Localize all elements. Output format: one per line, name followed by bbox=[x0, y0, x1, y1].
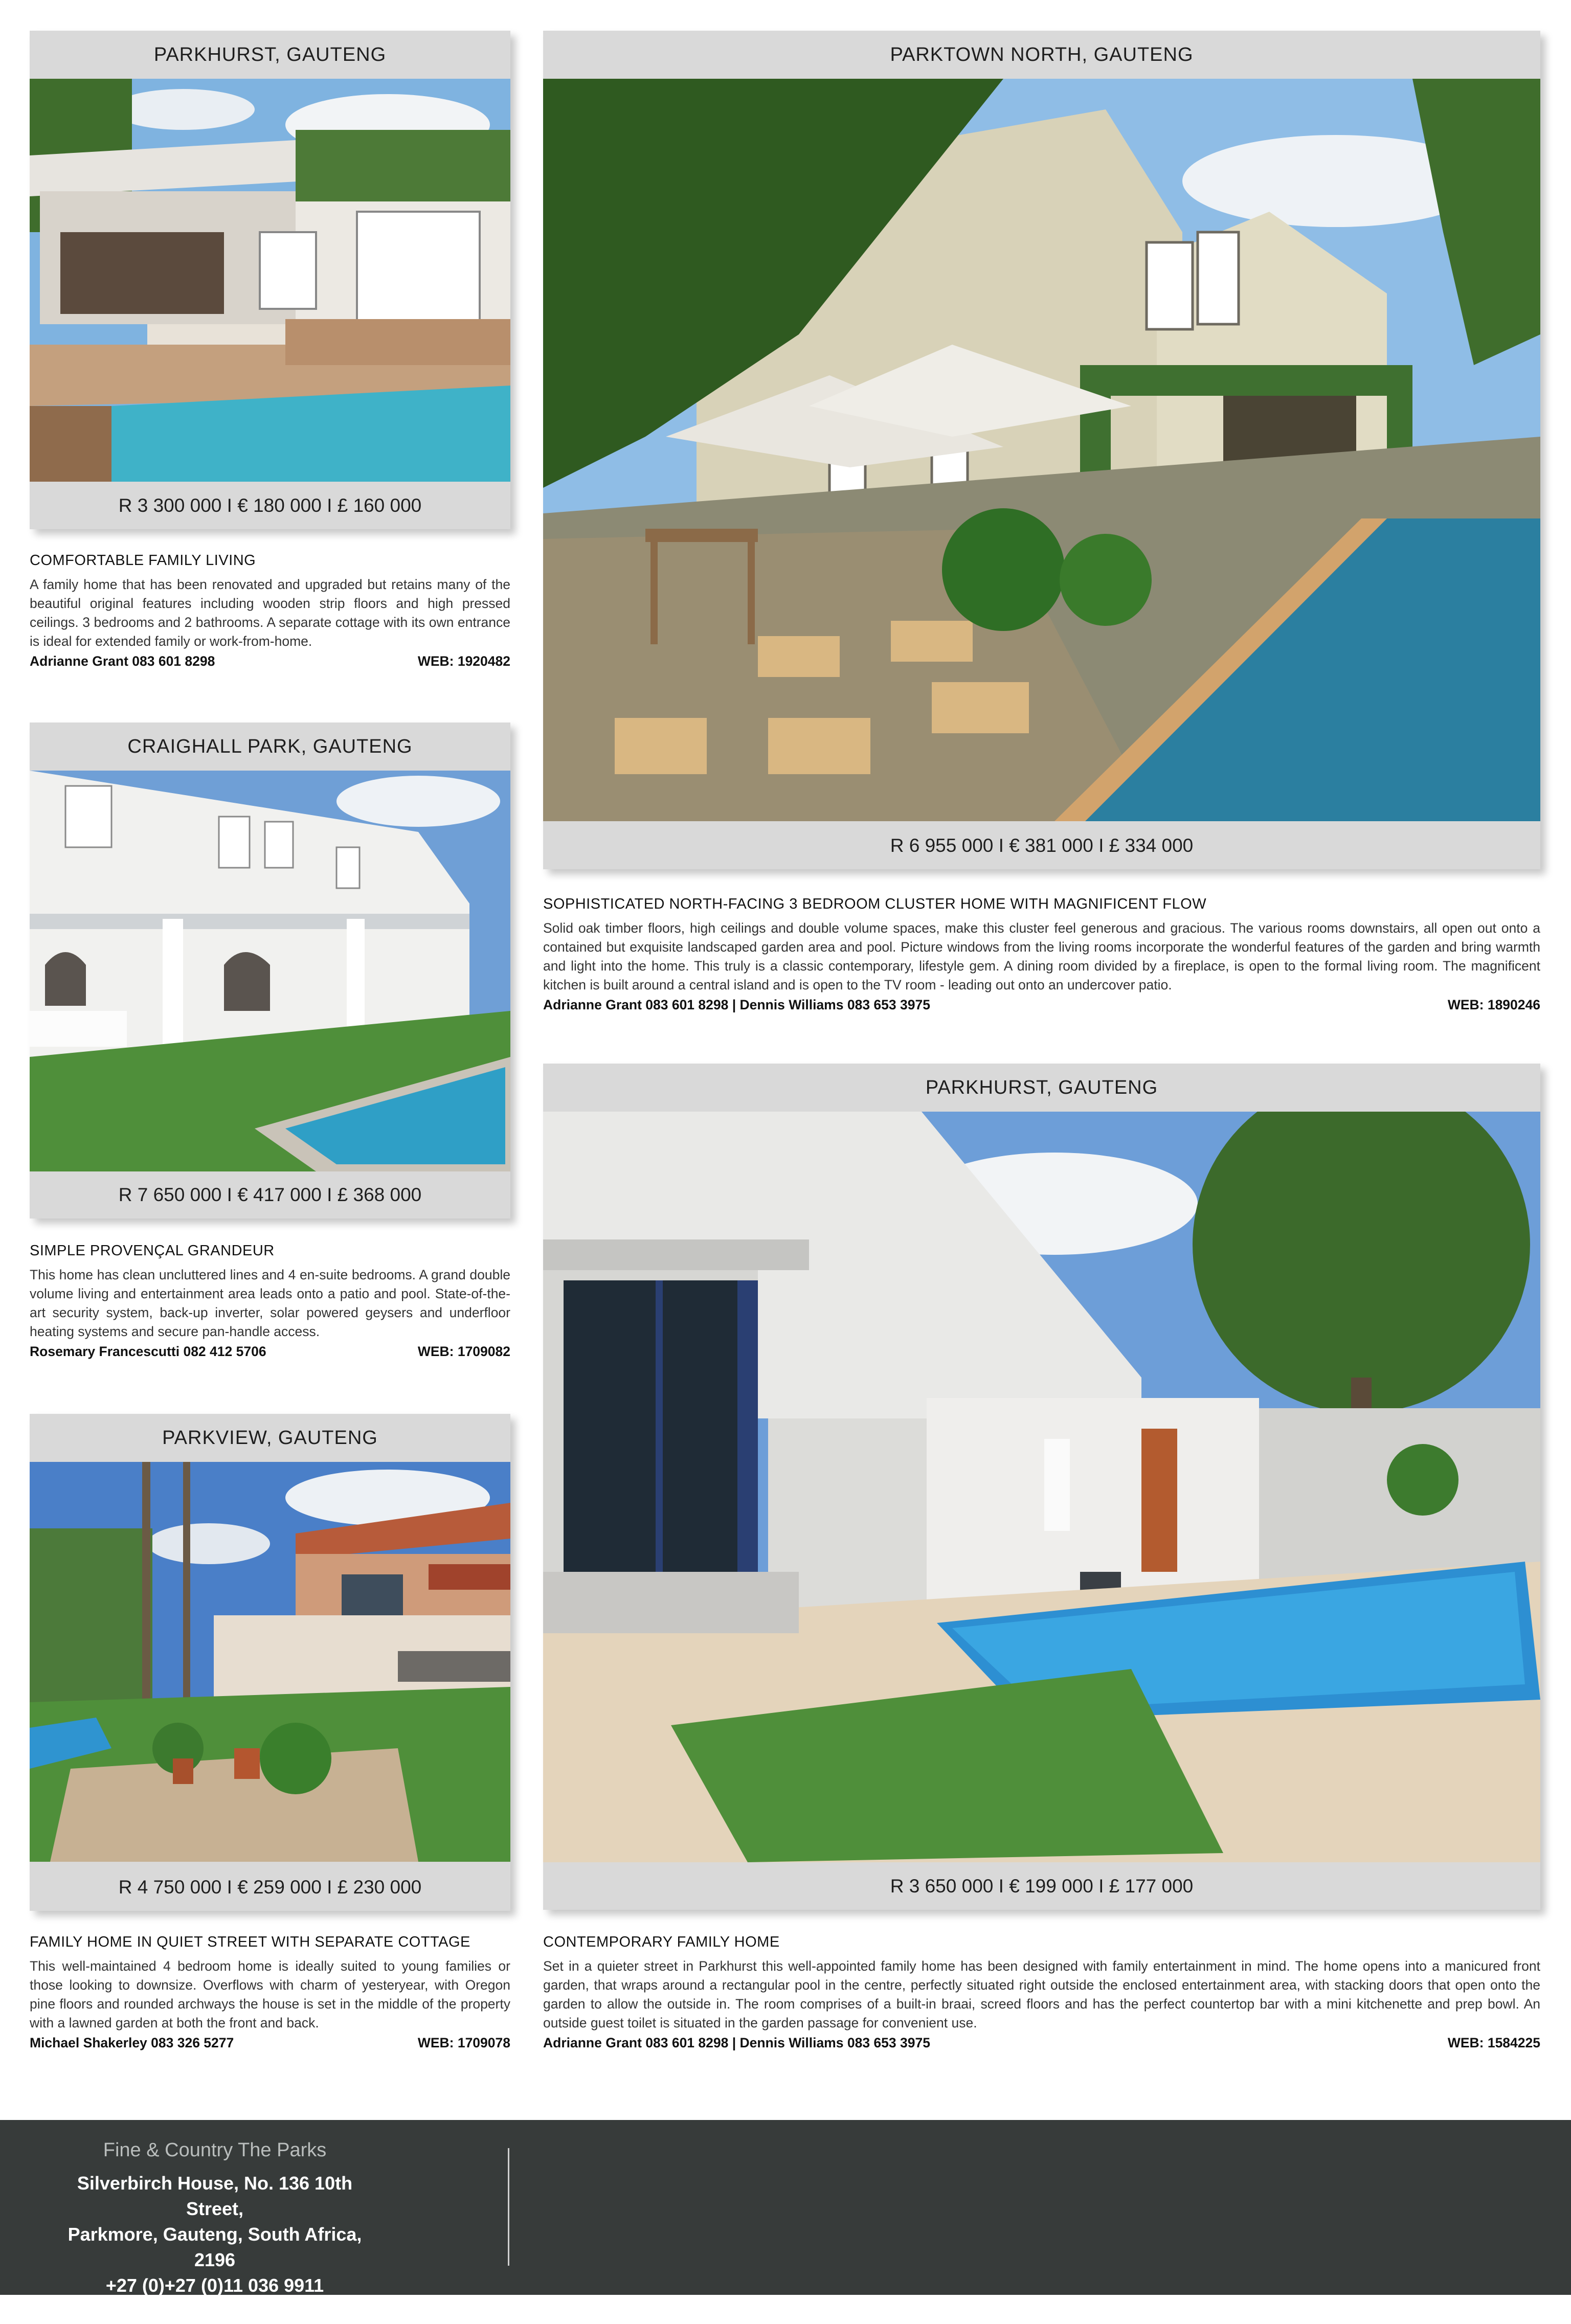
property-photo bbox=[30, 79, 510, 482]
listing-description: This well-maintained 4 bedroom home is ideally suited to young families or those looking to downsize. Overflows with charm of yesteryear, with Oregon pine floors and rounded archways the house is set in the middle of the property with a lawned garden at both the front and back. bbox=[30, 1958, 510, 2030]
web-reference: WEB: 1709078 bbox=[417, 2035, 510, 2050]
listing-description: This home has clean uncluttered lines and 4 en-suite bedrooms. A grand double volume living and entertainment area leads onto a patio and pool. State-of-the-art security system, back-up inverter, solar powered geysers and underfloor heating systems and secure pan-handle access. bbox=[30, 1267, 510, 1339]
listing-location: CRAIGHALL PARK, GAUTENG bbox=[127, 736, 413, 757]
office-name: Fine & Country The Parks bbox=[103, 2139, 327, 2161]
listing-details bbox=[543, 1933, 1540, 2052]
web-reference: WEB: 1584225 bbox=[1447, 2035, 1540, 2050]
listing-details bbox=[30, 551, 510, 671]
footer-divider bbox=[508, 2148, 509, 2266]
listing-card[interactable] bbox=[30, 723, 510, 1219]
agent-contact: Michael Shakerley 083 326 5277 bbox=[30, 2035, 234, 2050]
listing-location: PARKHURST, GAUTENG bbox=[925, 1077, 1158, 1098]
agent-contact: Adrianne Grant 083 601 8298 | Dennis Williams 083 653 3975 bbox=[543, 997, 930, 1012]
listing-headline: SOPHISTICATED NORTH-FACING 3 BEDROOM CLUSTER HOME WITH MAGNIFICENT FLOW bbox=[543, 896, 1207, 912]
office-address-line-1: Silverbirch House, No. 136 10th Street, bbox=[77, 2173, 353, 2219]
listing-location: PARKVIEW, GAUTENG bbox=[162, 1427, 378, 1449]
office-email[interactable]: theparks@fineandcountry.com bbox=[80, 2300, 350, 2321]
listing-description: A family home that has been renovated and upgraded but retains many of the beautiful original features including wooden strip floors and high pressed ceilings. 3 bedrooms and 2 bathrooms. A separate cottage with its own entrance is ideal for extended family or work-from-home. bbox=[30, 577, 510, 649]
office-contact bbox=[61, 2120, 368, 2324]
listing-location: PARKHURST, GAUTENG bbox=[153, 44, 387, 65]
listing-price: R 4 750 000 I € 259 000 I £ 230 000 bbox=[118, 1877, 422, 1898]
listing-details bbox=[543, 895, 1540, 1014]
office-phone[interactable]: +27 (0)+27 (0)11 036 9911 bbox=[105, 2275, 324, 2296]
property-photo bbox=[543, 1112, 1540, 1862]
web-reference: WEB: 1709082 bbox=[417, 1344, 510, 1359]
listing-location: PARKTOWN NORTH, GAUTENG bbox=[890, 44, 1194, 65]
office-address-line-2: Parkmore, Gauteng, South Africa, 2196 bbox=[68, 2224, 362, 2270]
listing-details bbox=[30, 1242, 510, 1361]
listing-headline: COMFORTABLE FAMILY LIVING bbox=[30, 552, 256, 569]
listing-details bbox=[30, 1933, 510, 2052]
agent-contact: Adrianne Grant 083 601 8298 | Dennis Williams 083 653 3975 bbox=[543, 2035, 930, 2050]
agent-contact: Rosemary Francescutti 082 412 5706 bbox=[30, 1344, 266, 1359]
web-reference: WEB: 1920482 bbox=[417, 653, 510, 669]
listing-card[interactable] bbox=[543, 1064, 1540, 1910]
listing-price: R 3 300 000 I € 180 000 I £ 160 000 bbox=[118, 495, 422, 516]
web-reference: WEB: 1890246 bbox=[1447, 997, 1540, 1012]
page-footer bbox=[0, 2120, 1571, 2321]
listing-price: R 7 650 000 I € 417 000 I £ 368 000 bbox=[118, 1184, 422, 1205]
listing-price: R 3 650 000 I € 199 000 I £ 177 000 bbox=[890, 1876, 1194, 1897]
listing-description: Set in a quieter street in Parkhurst this well-appointed family home has been designed with family entertainment in mind. The home opens into a manicured front garden, that wraps around a rectangular pool in the centre, perfectly situated right outside the enclosed entertainment area, with stacking doors that open onto the garden to allow the outside in. The room comprises of a built-in braai, screed floors and has the perfect countertop bar with a mini kitchenette and prep bowl. An outside guest toilet is situated in the garden passage for convenient use. bbox=[543, 1958, 1540, 2030]
property-photo bbox=[30, 1462, 510, 1862]
agent-contact: Adrianne Grant 083 601 8298 bbox=[30, 653, 215, 669]
listing-headline: SIMPLE PROVENÇAL GRANDEUR bbox=[30, 1243, 275, 1259]
listing-card[interactable] bbox=[543, 31, 1540, 869]
listing-headline: CONTEMPORARY FAMILY HOME bbox=[543, 1934, 780, 1950]
listing-card[interactable] bbox=[30, 31, 510, 529]
listing-card[interactable] bbox=[30, 1414, 510, 1911]
property-photo bbox=[30, 771, 510, 1171]
listing-headline: FAMILY HOME IN QUIET STREET WITH SEPARATE COTTAGE bbox=[30, 1934, 470, 1950]
property-photo bbox=[543, 79, 1540, 821]
listing-description: Solid oak timber floors, high ceilings and double volume spaces, make this cluster feel generous and gracious. The various rooms downstairs, all open out onto a contained but exquisite landscaped garden area and pool. Picture windows from the living rooms incorporate the wonderful features of the garden and bring warmth and light into the home. This truly is a classic contemporary, lifestyle gem. A dining room divided by a fireplace, is open to the formal living room. The magnificent kitchen is built around a central island and is open to the TV room - leading out onto an undercover patio. bbox=[543, 920, 1540, 992]
listing-price: R 6 955 000 I € 381 000 I £ 334 000 bbox=[890, 835, 1194, 856]
